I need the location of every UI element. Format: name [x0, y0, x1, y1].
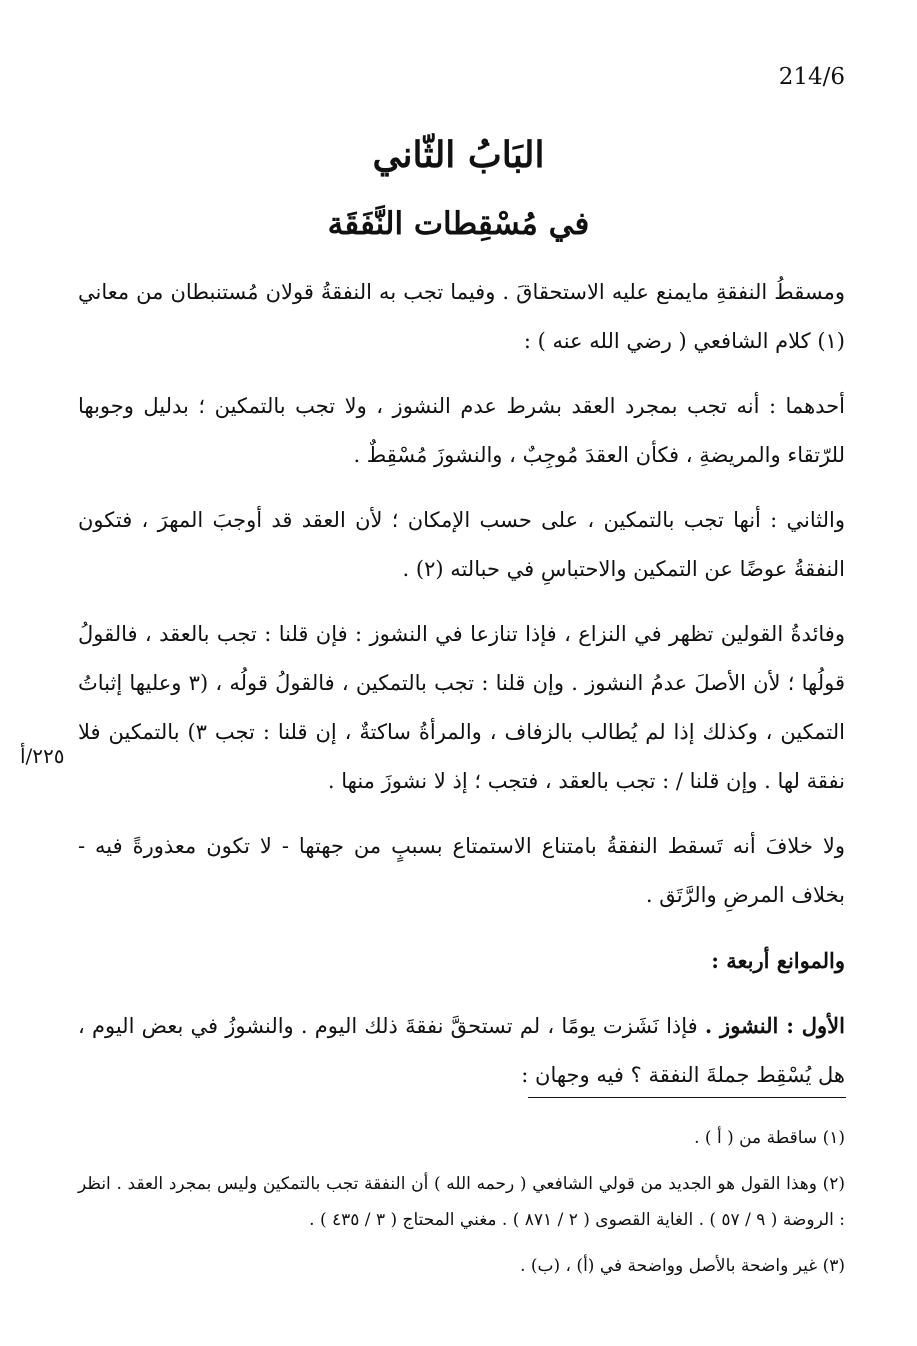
footnotes — [78, 1120, 845, 1294]
impediment-lead: الأول : النشوز . — [704, 1013, 845, 1038]
paragraph-first-impediment — [78, 1001, 845, 1100]
chapter-subtitle: في مُسْقِطات النَّفَقَة — [327, 206, 590, 242]
impediment-text: فإذا نَشَزت يومًا ، لم تستحقَّ نفقةَ ذلك اليوم . والنشوزُ في بعض اليوم ، هل يُسْقِط جملةَ النفقة ؟ فيه وجهان : — [78, 1014, 845, 1087]
page-number: 214/6 — [778, 64, 845, 90]
margin-note: ٢٢٥/أ — [20, 744, 65, 768]
paragraph-no-disagreement: ولا خلافَ أنه تَسقط النفقةُ بامتناع الاستمتاع بسببٍ من جهتها - لا تكون معذورةً فيه - بخلاف المرضِ والرَّتَق . — [78, 834, 845, 907]
paragraph-dispute: وفائدةُ القولين تظهر في النزاع ، فإذا تنازعا في النشوز : فإن قلنا : تجب بالعقد ، فالقولُ قولُها ؛ لأن الأصلَ عدمُ النشوز . وإن قلنا : تجب بالتمكين ، فالقولُ قولُه ، (٣ وعليها إثباتُ التمكين ، وكذلك إذا لم يُطالب بالزفاف ، والمرأةُ ساكتةٌ ، إن قلنا : تجب ٣) بالتمكين فلا نفقة لها . وإن قلنا / : تجب بالعقد ، فتجب ؛ إذ لا نشوزَ منها . — [78, 622, 845, 793]
paragraph-intro: ومسقطُ النفقةِ مايمنع عليه الاستحقاقَ . وفيما تجب به النفقةُ قولان مُستنبطان من معاني (١) كلام الشافعي ( رضي الله عنه ) : — [78, 280, 845, 353]
body-text — [78, 268, 845, 1116]
footnote-3: (٣) غير واضحة بالأصل وواضحة في (أ) ، (ب) . — [520, 1256, 845, 1276]
footnote-divider — [528, 1097, 846, 1098]
paragraph-first-opinion: أحدهما : أنه تجب بمجرد العقد بشرط عدم النشوز ، ولا تجب بالتمكين ؛ بدليل وجوبها للرّتقاء والمريضةِ ، فكأن العقدَ مُوجِبٌ ، والنشوزَ مُسْقِطٌ . — [78, 394, 845, 467]
chapter-title: البَابُ الثّاني — [372, 134, 545, 176]
section-heading: والموانع أربعة : — [711, 948, 845, 973]
paragraph-second-opinion: والثاني : أنها تجب بالتمكين ، على حسب الإمكان ؛ لأن العقد قد أوجبَ المهرَ ، فتكون النفقةُ عوضًا عن التمكين والاحتباسِ في حبالته (٢) . — [78, 508, 845, 581]
footnote-2: (٢) وهذا القول هو الجديد من قولي الشافعي ( رحمه الله ) أن النفقة تجب بالتمكين وليس بمجرد العقد . انظر : الروضة ( ٩ / ٥٧ ) . الغاية القصوى ( ٢ / ٨٧١ ) . مغني المحتاج ( ٣ / ٤٣٥ ) . — [78, 1174, 845, 1230]
footnote-1: (١) ساقطة من ( أ ) . — [694, 1128, 845, 1148]
